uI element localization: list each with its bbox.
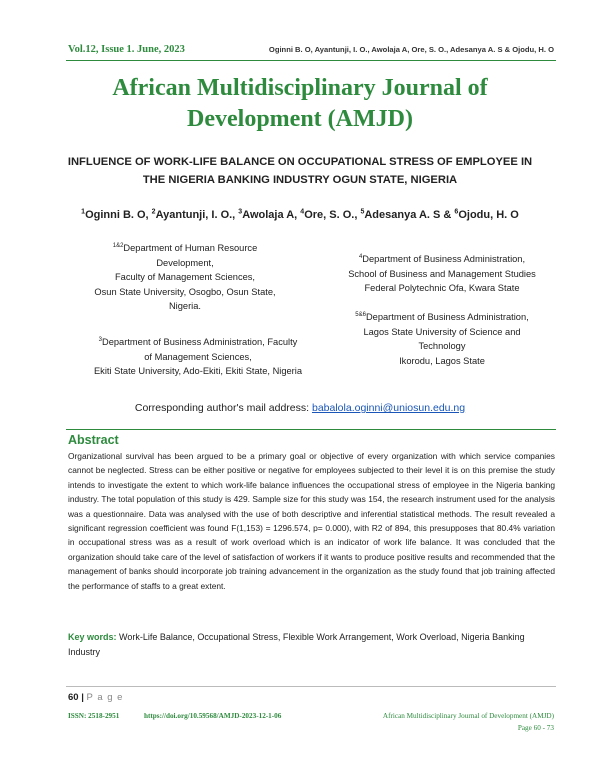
author: $^6$Ojodu, H. O	[454, 208, 519, 221]
footer-divider	[66, 686, 556, 687]
keywords-label: Key words:	[68, 632, 120, 642]
author: $^3$Awolaja A,	[238, 208, 301, 221]
affiliation-4: $^4$Department of Business Administration, School of Business and Management Studies Federal Polytechnic Ofa, Kwara State	[348, 254, 536, 294]
corresponding-email-link[interactable]: babalola.oginni@uniosun.edu.ng	[311, 402, 466, 414]
author: $^1$Oginni B. O,	[81, 208, 152, 221]
issn: ISSN: 2518-2951	[68, 712, 120, 720]
affiliation-3: $^3$Department of Business Administration, Faculty of Management Sciences, Ekiti State University, Ado-Ekiti, Ekiti State, Nigeria	[93, 337, 303, 377]
corresponding-author	[0, 402, 600, 414]
author-list	[40, 208, 560, 221]
running-authors: Oginni B. O, Ayantunji, I. O., Awolaja A, Ore, S. O., Adesanya A. S & Ojodu, H. O	[268, 45, 554, 54]
corresponding-label: Corresponding author's mail address:	[134, 402, 312, 414]
paper-title: INFLUENCE OF WORK-LIFE BALANCE ON OCCUPATIONAL STRESS OF EMPLOYEE IN THE NIGERIA BANKING INDUSTRY OGUN STATE, NIGERIA	[67, 156, 533, 186]
page-number: 60 | P a g e	[68, 692, 124, 703]
volume-issue: Vol.12, Issue 1. June, 2023	[68, 44, 185, 55]
abstract-heading: Abstract	[68, 433, 119, 447]
author: $^4$Ore, S. O.,	[300, 208, 361, 221]
doi-link[interactable]: https://doi.org/10.59568/AMJD-2023-12-1-06	[144, 712, 282, 720]
footer-page-range: Page 60 - 73	[517, 724, 554, 732]
keywords-text: Work-Life Balance, Occupational Stress, Flexible Work Arrangement, Work Overload, Nigeria Banking Industry	[68, 632, 525, 657]
journal-title: African Multidisciplinary Journal of Development (AMJD)	[112, 75, 488, 132]
affiliation-1-2: $^{1\&2}$Department of Human Resource Development, Faculty of Management Sciences, Osun State University, Osogbo, Osun State, Nigeria.	[94, 243, 276, 312]
affiliation-5-6: $^{5\&6}$Department of Business Administration, Lagos State University of Science and Technology Ikorodu, Lagos State	[355, 312, 529, 366]
footer-journal-name: African Multidisciplinary Journal of Development (AMJD)	[382, 712, 554, 720]
abstract-body: Organizational survival has been argued to be a primary goal or objective of every organization with which service companies cannot be neglected. Stress can be either positive or negative for employees subjected to their level it is on this premise the study intends to investigate the extent to which work-life balance influences the occupational stress of employee in the Nigeria banking industry. The total population of this study is 429. Sample size for this study was 154, the research instrument used for the analysis was a questionnaire. Data was analysed with the use of both descriptive and inferential statistical methods. The result revealed a significant regression coefficient was found F(1,153) = 1296.574, p= 0.000), with R2 of 894, this presupposes that 80.4% variation in occupational stress was as a result of work overload which is an indicator of work life balance. It was concluded that the organization should take care of the level of satisfaction of workers if it wants to produce positive results and recommended that the management of banks should incorporate job training advancement in the organization as the study found that job training affected the performance of staffs to a great extent.	[68, 451, 555, 591]
author: $^2$Ayantunji, I. O.,	[151, 208, 239, 221]
header-divider	[66, 60, 556, 61]
abstract-divider	[66, 429, 556, 430]
running-header	[68, 44, 554, 58]
author: $^5$Adesanya A. S &	[360, 208, 455, 221]
keywords	[68, 630, 555, 660]
